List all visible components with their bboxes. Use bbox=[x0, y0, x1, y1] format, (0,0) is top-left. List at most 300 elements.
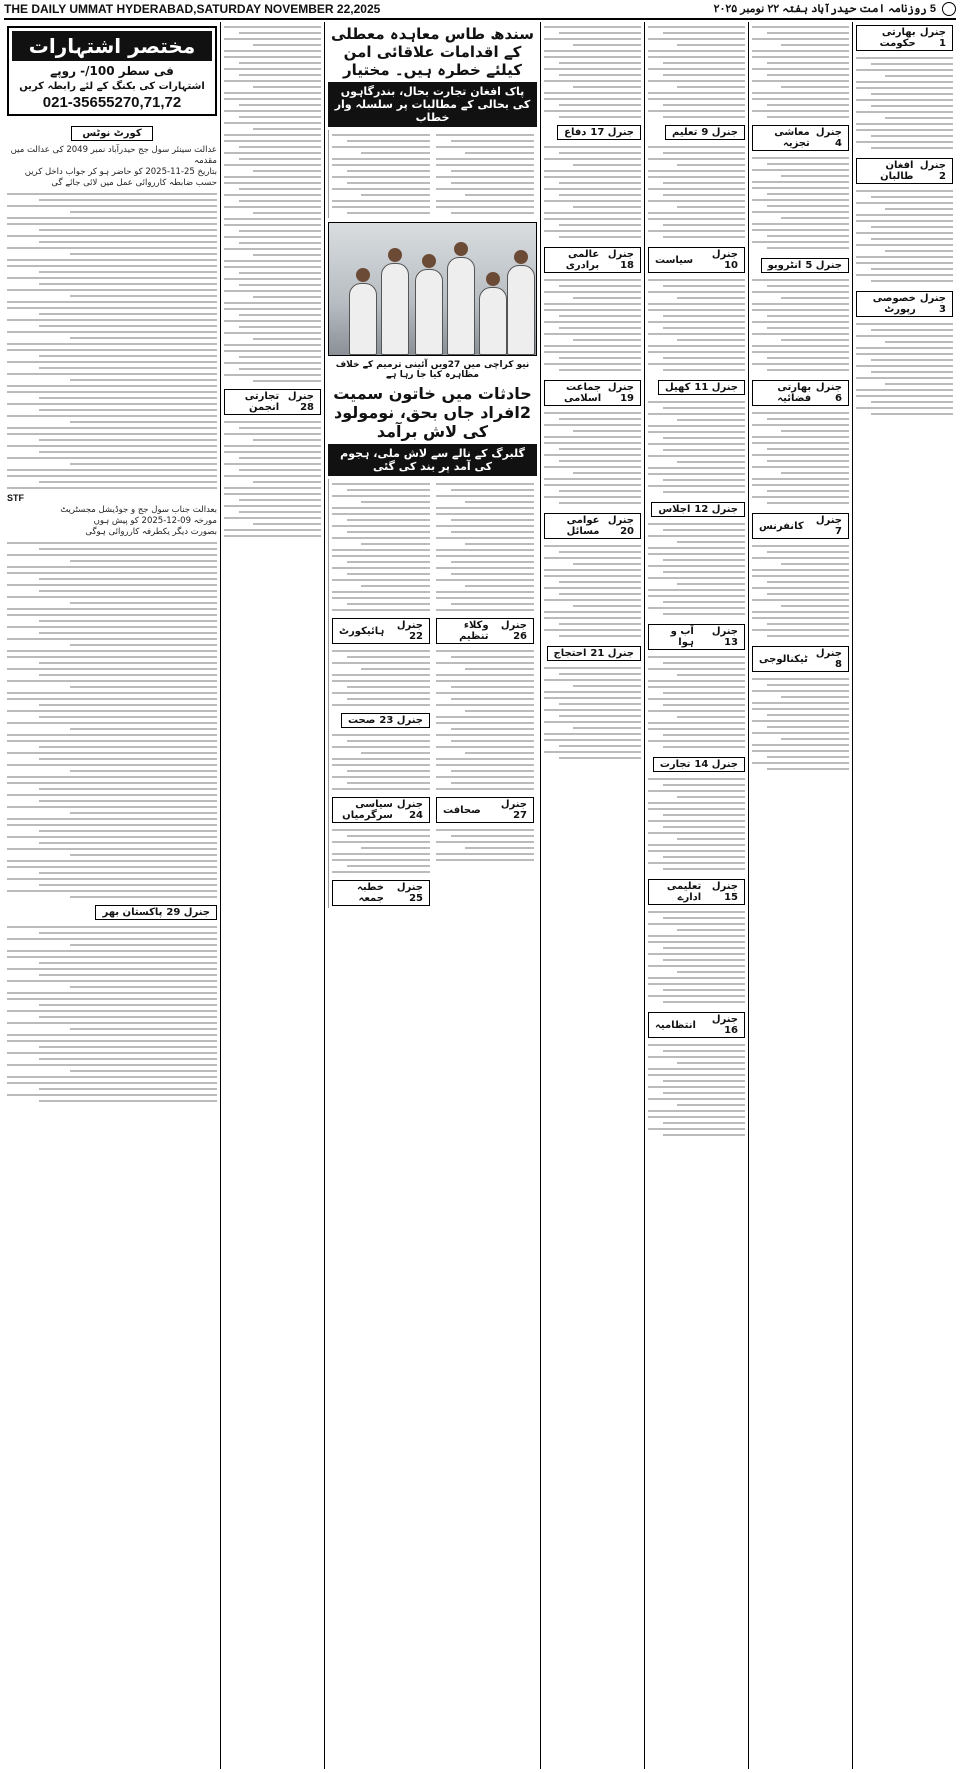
text-line bbox=[239, 74, 321, 76]
text-line bbox=[436, 525, 534, 527]
text-line bbox=[544, 98, 641, 100]
text-line bbox=[239, 499, 321, 501]
text-line bbox=[648, 413, 745, 415]
text-line bbox=[332, 483, 430, 485]
text-line bbox=[332, 841, 430, 843]
text-line bbox=[332, 146, 430, 148]
text-line bbox=[648, 321, 745, 323]
text-line bbox=[767, 357, 849, 359]
text-line bbox=[7, 722, 217, 724]
section-badge bbox=[332, 880, 430, 906]
text-line bbox=[39, 397, 218, 399]
text-line bbox=[332, 829, 430, 831]
text-line bbox=[436, 164, 534, 166]
text-line bbox=[663, 613, 745, 615]
section-label: جنرل 14 bbox=[694, 759, 738, 770]
text-line bbox=[767, 490, 849, 492]
text-line bbox=[7, 223, 217, 225]
text-line bbox=[648, 953, 745, 955]
text-line bbox=[347, 182, 430, 184]
text-line bbox=[781, 86, 849, 88]
text-line bbox=[7, 385, 217, 387]
text-line bbox=[239, 188, 321, 190]
text-line bbox=[39, 271, 218, 273]
text-line bbox=[752, 744, 849, 746]
text-line bbox=[39, 325, 218, 327]
text-line bbox=[559, 418, 641, 420]
text-line bbox=[332, 853, 430, 855]
text-line bbox=[436, 134, 534, 136]
text-line bbox=[767, 327, 849, 329]
text-line bbox=[436, 776, 534, 778]
section-badge bbox=[544, 380, 641, 406]
section-block bbox=[544, 244, 641, 371]
text-line bbox=[559, 152, 641, 154]
text-line bbox=[544, 424, 641, 426]
text-line bbox=[332, 134, 430, 136]
text-line bbox=[544, 291, 641, 293]
text-line bbox=[224, 421, 321, 423]
lead-story-columns bbox=[328, 130, 537, 218]
text-line bbox=[332, 871, 430, 873]
text-line bbox=[781, 297, 849, 299]
article-text-lines bbox=[752, 412, 849, 504]
section-badge bbox=[648, 1012, 745, 1038]
text-line bbox=[856, 57, 953, 59]
section-label: جنرل 4 bbox=[815, 127, 842, 149]
photo-person bbox=[349, 283, 377, 355]
text-line bbox=[332, 579, 430, 581]
text-line bbox=[239, 457, 321, 459]
text-line bbox=[70, 211, 217, 213]
text-line bbox=[451, 603, 534, 605]
text-line bbox=[544, 218, 641, 220]
text-line bbox=[752, 478, 849, 480]
text-line bbox=[752, 110, 849, 112]
text-line bbox=[465, 847, 534, 849]
text-line bbox=[677, 461, 745, 463]
text-line bbox=[752, 223, 849, 225]
page-number-icon bbox=[942, 2, 956, 16]
section-badge bbox=[557, 125, 641, 140]
text-line bbox=[224, 122, 321, 124]
text-line bbox=[465, 194, 534, 196]
text-line bbox=[544, 279, 641, 281]
text-line bbox=[436, 158, 534, 160]
text-line bbox=[7, 782, 217, 784]
text-line bbox=[648, 941, 745, 943]
text-line bbox=[544, 667, 641, 669]
text-line bbox=[648, 158, 745, 160]
text-line bbox=[663, 194, 745, 196]
text-line bbox=[253, 338, 321, 340]
text-line bbox=[544, 679, 641, 681]
text-line bbox=[663, 152, 745, 154]
text-line bbox=[648, 363, 745, 365]
text-line bbox=[559, 62, 641, 64]
text-line bbox=[767, 193, 849, 195]
section-label: جنرل 8 bbox=[815, 648, 842, 670]
text-line bbox=[39, 842, 218, 844]
section-label: جنرل 10 bbox=[711, 249, 738, 271]
section-label: جنرل 3 bbox=[919, 293, 946, 315]
text-line bbox=[7, 878, 217, 880]
main-headline: سندھ طاس معاہدہ معطلی کے اقدامات علاقائی امن کیلئے خطرہ ہیں۔ مختیار bbox=[330, 25, 535, 79]
article-text-lines bbox=[752, 26, 849, 118]
text-line bbox=[332, 609, 430, 611]
text-line bbox=[559, 757, 641, 759]
article-text-lines bbox=[648, 26, 745, 118]
text-line bbox=[544, 466, 641, 468]
text-line bbox=[648, 431, 745, 433]
text-line bbox=[39, 932, 218, 934]
text-line bbox=[648, 279, 745, 281]
text-line bbox=[663, 814, 745, 816]
section-tag: تعلیمی ادارے bbox=[666, 881, 702, 903]
text-line bbox=[544, 333, 641, 335]
text-line bbox=[70, 1070, 217, 1072]
text-line bbox=[436, 704, 534, 706]
text-line bbox=[70, 560, 217, 562]
text-line bbox=[436, 758, 534, 760]
text-line bbox=[648, 844, 745, 846]
text-line bbox=[224, 176, 321, 178]
text-line bbox=[7, 542, 217, 544]
text-line bbox=[7, 740, 217, 742]
section-label: جنرل 11 bbox=[694, 382, 738, 393]
text-line bbox=[7, 391, 217, 393]
article-text-lines bbox=[648, 523, 745, 615]
text-line bbox=[332, 549, 430, 551]
text-line bbox=[436, 734, 534, 736]
text-line bbox=[885, 383, 953, 385]
article-text-lines bbox=[752, 279, 849, 371]
text-line bbox=[7, 992, 217, 994]
section-tag: سیاست bbox=[655, 254, 694, 266]
section-label: جنرل 28 bbox=[287, 391, 314, 413]
text-line bbox=[7, 1076, 217, 1078]
section-label: جنرل 27 bbox=[500, 799, 527, 821]
text-line bbox=[781, 563, 849, 565]
text-line bbox=[347, 531, 430, 533]
section-badge bbox=[651, 502, 745, 517]
text-line bbox=[239, 230, 321, 232]
section-label: جنرل 6 bbox=[815, 382, 842, 404]
text-line bbox=[856, 220, 953, 222]
section-label: جنرل 15 bbox=[711, 881, 738, 903]
text-line bbox=[752, 442, 849, 444]
text-line bbox=[559, 74, 641, 76]
section-label: جنرل 24 bbox=[396, 799, 423, 821]
text-line bbox=[253, 523, 321, 525]
section-block bbox=[544, 643, 641, 759]
text-line bbox=[648, 965, 745, 967]
text-line bbox=[648, 230, 745, 232]
text-line bbox=[648, 146, 745, 148]
text-line bbox=[663, 357, 745, 359]
text-line bbox=[871, 401, 953, 403]
article-text-lines bbox=[648, 911, 745, 1003]
text-line bbox=[465, 752, 534, 754]
text-line bbox=[239, 511, 321, 513]
section-tag: آب و ہوا bbox=[670, 626, 694, 648]
section-block bbox=[544, 26, 641, 238]
section-label: جنرل 20 bbox=[607, 515, 634, 537]
section-label: جنرل 26 bbox=[500, 620, 527, 642]
text-line bbox=[436, 507, 534, 509]
text-line bbox=[224, 475, 321, 477]
text-line bbox=[7, 1040, 217, 1042]
text-line bbox=[648, 38, 745, 40]
section-label: جنرل 29 bbox=[166, 907, 210, 918]
text-line bbox=[7, 950, 217, 952]
text-line bbox=[544, 709, 641, 711]
section-block bbox=[856, 22, 953, 149]
text-line bbox=[39, 439, 218, 441]
text-line bbox=[856, 407, 953, 409]
section-block bbox=[752, 510, 849, 637]
article-text-lines bbox=[7, 542, 217, 898]
text-line bbox=[677, 838, 745, 840]
text-line bbox=[752, 484, 849, 486]
text-line bbox=[39, 674, 218, 676]
text-line bbox=[7, 626, 217, 628]
text-line bbox=[239, 427, 321, 429]
article-text-lines bbox=[856, 323, 953, 415]
text-line bbox=[224, 320, 321, 322]
text-line bbox=[39, 590, 218, 592]
text-line bbox=[856, 202, 953, 204]
text-line bbox=[648, 1086, 745, 1088]
text-line bbox=[39, 313, 218, 315]
text-line bbox=[224, 236, 321, 238]
article-text-lines bbox=[856, 190, 953, 282]
text-line bbox=[347, 489, 430, 491]
text-line bbox=[752, 454, 849, 456]
text-line bbox=[559, 194, 641, 196]
section-tag: اجلاس bbox=[658, 504, 691, 515]
text-line bbox=[752, 211, 849, 213]
text-line bbox=[224, 278, 321, 280]
text-line bbox=[677, 297, 745, 299]
text-line bbox=[70, 686, 217, 688]
text-line bbox=[677, 796, 745, 798]
section-badge bbox=[752, 125, 849, 151]
text-line bbox=[7, 331, 217, 333]
text-line bbox=[39, 409, 218, 411]
court-notice: حسب ضابطہ کارروائی عمل میں لائی جائے گی bbox=[51, 178, 217, 188]
text-line bbox=[436, 680, 534, 682]
text-line bbox=[224, 505, 321, 507]
text-line bbox=[7, 469, 217, 471]
text-line bbox=[752, 38, 849, 40]
text-line bbox=[559, 502, 641, 504]
section-label: جنرل 19 bbox=[607, 382, 634, 404]
text-line bbox=[856, 190, 953, 192]
text-line bbox=[663, 601, 745, 603]
text-line bbox=[648, 443, 745, 445]
text-line bbox=[648, 680, 745, 682]
text-line bbox=[663, 856, 745, 858]
section-block bbox=[856, 288, 953, 415]
section-tag: خطبہ جمعہ bbox=[357, 882, 384, 904]
text-line bbox=[436, 853, 534, 855]
section-badge bbox=[436, 797, 534, 823]
section-badge bbox=[95, 905, 217, 920]
text-line bbox=[451, 686, 534, 688]
section-label: جنرل 22 bbox=[396, 620, 423, 642]
text-line bbox=[559, 182, 641, 184]
text-line bbox=[347, 835, 430, 837]
text-line bbox=[7, 1052, 217, 1054]
text-line bbox=[767, 726, 849, 728]
text-line bbox=[767, 635, 849, 637]
text-line bbox=[752, 720, 849, 722]
section-badge bbox=[332, 797, 430, 823]
text-line bbox=[7, 956, 217, 958]
text-line bbox=[332, 525, 430, 527]
text-line bbox=[7, 818, 217, 820]
section-badge bbox=[856, 291, 953, 317]
text-line bbox=[856, 262, 953, 264]
text-line bbox=[648, 728, 745, 730]
text-line bbox=[7, 638, 217, 640]
text-line bbox=[224, 182, 321, 184]
text-line bbox=[573, 164, 641, 166]
text-line bbox=[7, 1022, 217, 1024]
text-line bbox=[39, 241, 218, 243]
text-line bbox=[239, 242, 321, 244]
section-tag: صحافت bbox=[443, 804, 481, 816]
section-label: جنرل 13 bbox=[711, 626, 738, 648]
text-line bbox=[39, 830, 218, 832]
text-line bbox=[648, 1110, 745, 1112]
text-line bbox=[436, 483, 534, 485]
section-badge bbox=[752, 646, 849, 672]
section-label: جنرل 16 bbox=[711, 1014, 738, 1036]
text-line bbox=[224, 110, 321, 112]
text-line bbox=[451, 182, 534, 184]
section-block bbox=[752, 255, 849, 371]
text-line bbox=[332, 776, 430, 778]
text-line bbox=[752, 436, 849, 438]
text-line bbox=[663, 1001, 745, 1003]
column-3 bbox=[644, 22, 748, 1769]
text-line bbox=[648, 820, 745, 822]
text-line bbox=[7, 806, 217, 808]
text-line bbox=[648, 56, 745, 58]
text-line bbox=[224, 206, 321, 208]
article-text-lines bbox=[436, 829, 534, 861]
text-line bbox=[451, 835, 534, 837]
text-line bbox=[332, 200, 430, 202]
text-line bbox=[332, 176, 430, 178]
text-line bbox=[361, 152, 430, 154]
text-line bbox=[544, 617, 641, 619]
text-line bbox=[239, 62, 321, 64]
text-line bbox=[856, 214, 953, 216]
article-text-lines bbox=[544, 667, 641, 759]
text-line bbox=[648, 710, 745, 712]
section-tag: بھارتی فضائیہ bbox=[777, 382, 812, 404]
text-line bbox=[871, 280, 953, 282]
text-line bbox=[39, 451, 218, 453]
text-line bbox=[648, 983, 745, 985]
text-line bbox=[7, 938, 217, 940]
text-line bbox=[239, 469, 321, 471]
article-text-lines bbox=[648, 656, 745, 748]
text-line bbox=[648, 80, 745, 82]
text-line bbox=[573, 563, 641, 565]
text-line bbox=[767, 247, 849, 249]
text-line bbox=[465, 668, 534, 670]
text-line bbox=[648, 589, 745, 591]
text-line bbox=[781, 605, 849, 607]
text-line bbox=[7, 235, 217, 237]
text-line bbox=[7, 968, 217, 970]
section-badge bbox=[436, 618, 534, 644]
text-line bbox=[648, 923, 745, 925]
text-line bbox=[347, 603, 430, 605]
text-line bbox=[7, 1064, 217, 1066]
text-line bbox=[544, 176, 641, 178]
text-line bbox=[856, 123, 953, 125]
text-line bbox=[677, 583, 745, 585]
photo-person bbox=[507, 265, 535, 355]
text-line bbox=[752, 678, 849, 680]
text-line bbox=[871, 268, 953, 270]
text-line bbox=[573, 472, 641, 474]
text-line bbox=[871, 147, 953, 149]
text-line bbox=[7, 836, 217, 838]
column-headline-block bbox=[324, 22, 540, 1769]
text-line bbox=[559, 715, 641, 717]
text-line bbox=[253, 296, 321, 298]
section-label: جنرل 12 bbox=[694, 504, 738, 515]
text-line bbox=[781, 696, 849, 698]
text-line bbox=[648, 26, 745, 28]
text-line bbox=[451, 782, 534, 784]
section-tag: سیاسی سرگرمیاں bbox=[342, 799, 393, 821]
text-line bbox=[856, 323, 953, 325]
text-line bbox=[465, 585, 534, 587]
text-line bbox=[767, 623, 849, 625]
text-line bbox=[663, 74, 745, 76]
text-line bbox=[663, 224, 745, 226]
text-line bbox=[436, 674, 534, 676]
section-label: جنرل 23 bbox=[379, 715, 423, 726]
text-line bbox=[752, 545, 849, 547]
text-line bbox=[7, 890, 217, 892]
text-line bbox=[332, 591, 430, 593]
text-line bbox=[871, 226, 953, 228]
text-line bbox=[436, 662, 534, 664]
text-line bbox=[648, 212, 745, 214]
text-line bbox=[559, 581, 641, 583]
text-line bbox=[648, 523, 745, 525]
text-line bbox=[39, 229, 218, 231]
text-line bbox=[573, 206, 641, 208]
text-line bbox=[361, 847, 430, 849]
text-line bbox=[752, 575, 849, 577]
text-line bbox=[648, 740, 745, 742]
text-line bbox=[544, 309, 641, 311]
text-line bbox=[70, 944, 217, 946]
text-line bbox=[752, 303, 849, 305]
text-line bbox=[253, 439, 321, 441]
text-line bbox=[436, 555, 534, 557]
text-line bbox=[224, 68, 321, 70]
